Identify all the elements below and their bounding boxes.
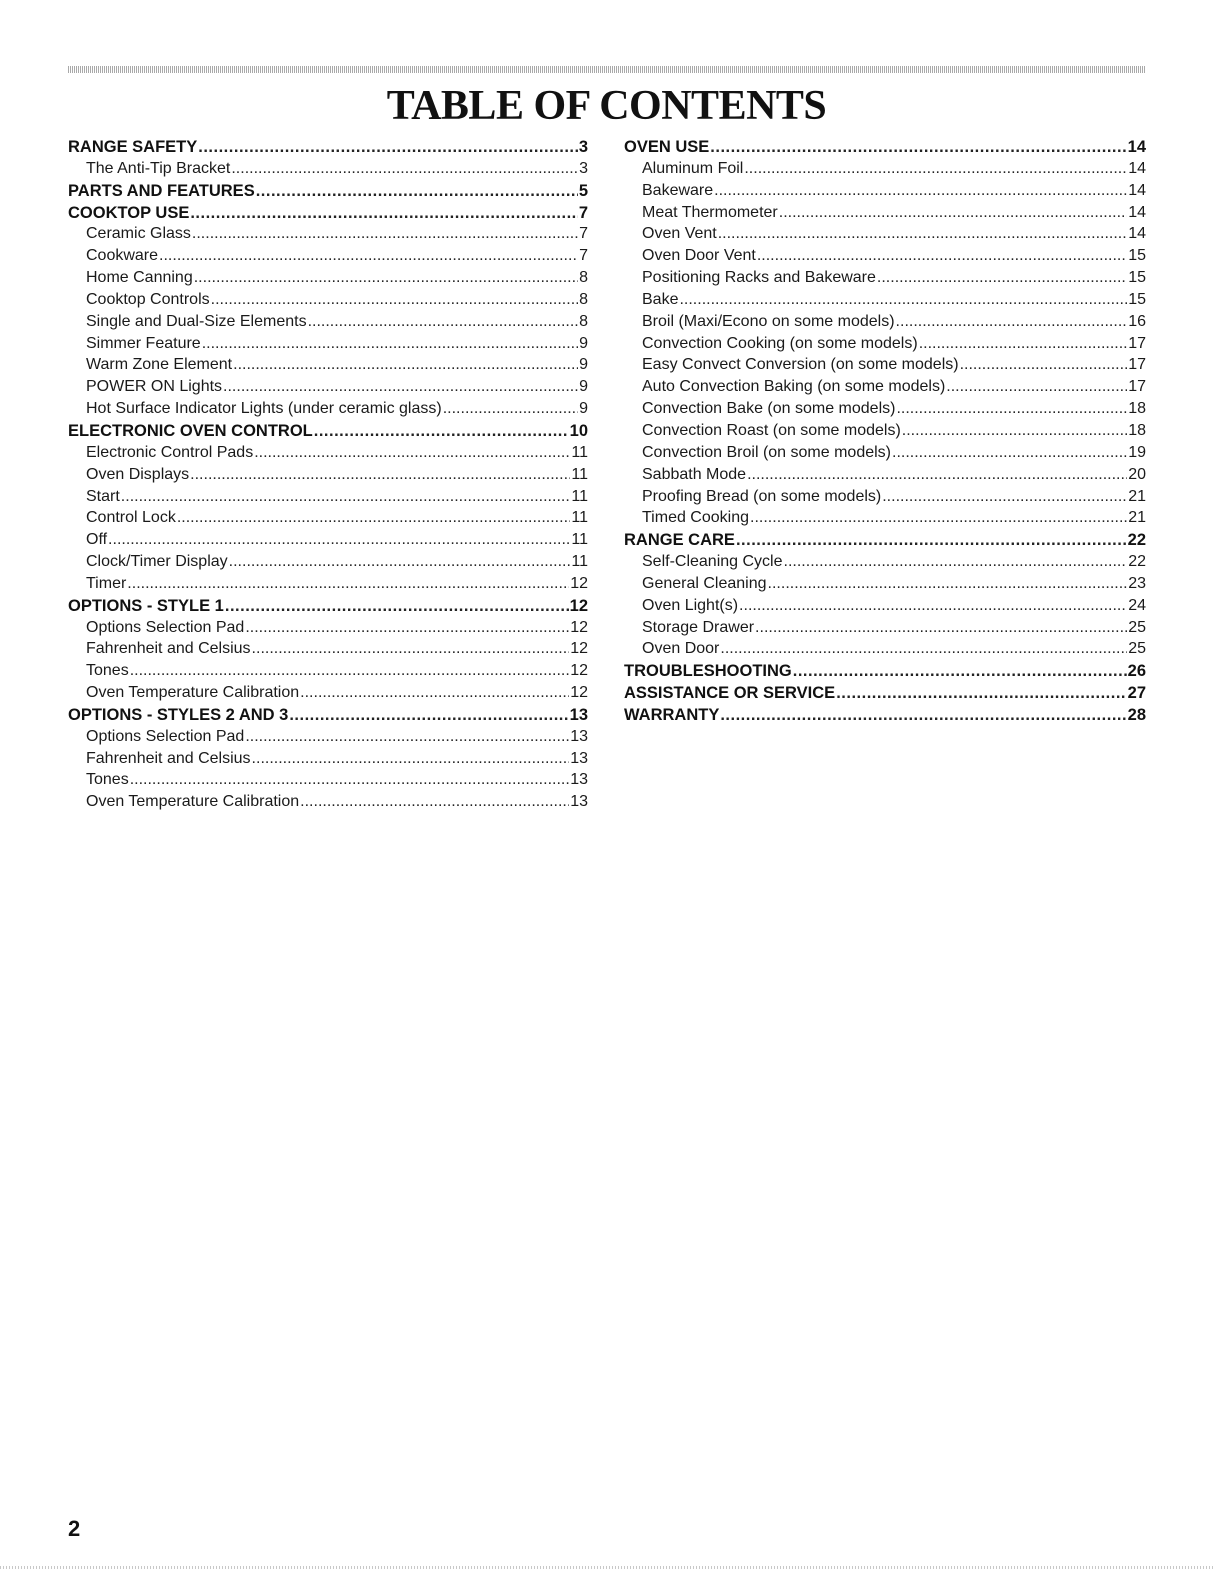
- toc-subsection-entry: [624, 553, 1146, 575]
- toc-entry-label: Control Lock: [86, 509, 176, 527]
- toc-subsection-entry: [68, 575, 588, 597]
- toc-entry-page-number: 13: [570, 727, 588, 745]
- toc-subsection-entry: [624, 488, 1146, 510]
- toc-entry-label: Clock/Timer Display: [86, 553, 228, 571]
- toc-subsection-entry: [68, 225, 588, 247]
- toc-entry-page-number: 14: [1127, 138, 1146, 156]
- toc-entry-page-number: 17: [1128, 378, 1146, 396]
- toc-section-entry: [624, 531, 1146, 553]
- toc-entry-page-number: 11: [571, 509, 588, 527]
- toc-subsection-entry: [624, 509, 1146, 531]
- toc-subsection-entry: [624, 422, 1146, 444]
- toc-entry-label: Options Selection Pad: [86, 727, 245, 745]
- dot-leader: [747, 466, 1127, 484]
- toc-entry-label: Self-Cleaning Cycle: [642, 553, 783, 571]
- dot-leader: [130, 662, 570, 680]
- dot-leader: [233, 356, 578, 374]
- toc-entry-page-number: 15: [1128, 269, 1146, 287]
- toc-subsection-entry: [624, 597, 1146, 619]
- dot-leader: [202, 335, 578, 353]
- dot-leader: [245, 728, 569, 746]
- toc-entry-page-number: 12: [570, 618, 588, 636]
- toc-entry-label: OVEN USE: [624, 138, 710, 156]
- toc-entry-page-number: 12: [570, 684, 588, 702]
- toc-entry-page-number: 22: [1127, 531, 1146, 550]
- toc-entry-page-number: 8: [579, 290, 588, 308]
- dot-leader: [720, 640, 1127, 658]
- toc-section-entry: [624, 706, 1146, 728]
- dot-leader: [211, 291, 578, 309]
- toc-subsection-entry: [68, 313, 588, 335]
- toc-entry-page-number: 7: [578, 203, 588, 222]
- toc-entry-label: POWER ON Lights: [86, 378, 223, 396]
- toc-entry-label: Tones: [86, 662, 129, 680]
- toc-entry-label: Auto Convection Baking (on some models): [642, 378, 946, 396]
- dot-leader: [718, 225, 1127, 243]
- toc-subsection-entry: [624, 356, 1146, 378]
- toc-subsection-entry: [68, 728, 588, 750]
- dot-leader: [223, 378, 578, 396]
- dot-leader: [252, 750, 570, 768]
- dot-leader: [308, 313, 579, 331]
- toc-entry-label: OPTIONS - STYLE 1: [68, 596, 224, 615]
- toc-entry-label: Off: [86, 531, 108, 549]
- toc-subsection-entry: [624, 160, 1146, 182]
- toc-entry-label: Oven Door Vent: [642, 247, 756, 265]
- dot-leader: [714, 182, 1127, 200]
- toc-entry-label: Broil (Maxi/Econo on some models): [642, 312, 895, 330]
- toc-subsection-entry: [624, 182, 1146, 204]
- toc-entry-page-number: 3: [579, 159, 588, 177]
- dot-leader: [768, 575, 1128, 593]
- toc-entry-page-number: 14: [1128, 225, 1146, 243]
- dot-leader: [289, 706, 568, 725]
- toc-entry-label: Single and Dual-Size Elements: [86, 312, 307, 330]
- toc-entry-label: ELECTRONIC OVEN CONTROL: [68, 421, 313, 440]
- toc-subsection-entry: [68, 291, 588, 313]
- dot-leader: [190, 204, 577, 223]
- dot-leader: [159, 247, 578, 265]
- toc-section-entry: [68, 706, 588, 728]
- dot-leader: [300, 793, 569, 811]
- toc-entry-page-number: 28: [1127, 705, 1146, 724]
- toc-entry-page-number: 13: [570, 771, 588, 789]
- toc-entry-page-number: 21: [1128, 487, 1146, 505]
- bottom-decorative-rule: [0, 1566, 1213, 1569]
- toc-entry-label: The Anti-Tip Bracket: [86, 159, 231, 177]
- toc-section-entry: [624, 662, 1146, 684]
- toc-entry-page-number: 23: [1128, 574, 1146, 592]
- toc-left-column: [68, 138, 588, 815]
- toc-entry-label: Start: [86, 487, 120, 505]
- toc-subsection-entry: [624, 291, 1146, 313]
- toc-entry-page-number: 12: [569, 596, 588, 615]
- dot-leader: [919, 335, 1128, 353]
- toc-entry-label: Sabbath Mode: [642, 465, 747, 483]
- toc-entry-page-number: 11: [571, 553, 588, 571]
- toc-entry-label: Bake: [642, 290, 679, 308]
- toc-entry-label: RANGE SAFETY: [68, 138, 198, 156]
- toc-subsection-entry: [68, 750, 588, 772]
- toc-entry-page-number: 13: [570, 793, 588, 811]
- dot-leader: [744, 160, 1127, 178]
- toc-subsection-entry: [68, 466, 588, 488]
- dot-leader: [710, 138, 1126, 157]
- toc-entry-page-number: 26: [1127, 662, 1146, 681]
- toc-subsection-entry: [68, 269, 588, 291]
- toc-entry-label: General Cleaning: [642, 574, 767, 592]
- toc-subsection-entry: [68, 400, 588, 422]
- toc-entry-label: RANGE CARE: [624, 531, 735, 550]
- toc-entry-label: Oven Displays: [86, 465, 190, 483]
- toc-entry-label: Cooktop Controls: [86, 290, 210, 308]
- dot-leader: [739, 597, 1127, 615]
- toc-entry-page-number: 17: [1128, 356, 1146, 374]
- dot-leader: [960, 356, 1128, 374]
- toc-entry-page-number: 14: [1128, 159, 1146, 177]
- toc-entry-page-number: 12: [570, 662, 588, 680]
- toc-entry-label: Timer: [86, 574, 127, 592]
- dot-leader: [755, 619, 1127, 637]
- toc-subsection-entry: [624, 619, 1146, 641]
- toc-entry-page-number: 8: [579, 312, 588, 330]
- dot-leader: [750, 509, 1127, 527]
- toc-subsection-entry: [624, 313, 1146, 335]
- toc-entry-label: Storage Drawer: [642, 618, 755, 636]
- toc-entry-label: WARRANTY: [624, 705, 720, 724]
- toc-subsection-entry: [68, 531, 588, 553]
- toc-entry-label: Warm Zone Element: [86, 356, 233, 374]
- dot-leader: [300, 684, 569, 702]
- dot-leader: [443, 400, 578, 418]
- dot-leader: [190, 466, 570, 484]
- toc-entry-page-number: 12: [570, 640, 588, 658]
- toc-subsection-entry: [624, 444, 1146, 466]
- dot-leader: [793, 662, 1127, 681]
- toc-subsection-entry: [68, 378, 588, 400]
- toc-entry-page-number: 11: [571, 465, 588, 483]
- dot-leader: [784, 553, 1128, 571]
- toc-subsection-entry: [624, 269, 1146, 291]
- toc-entry-page-number: 25: [1128, 618, 1146, 636]
- toc-entry-page-number: 27: [1127, 684, 1146, 703]
- toc-entry-page-number: 22: [1128, 553, 1146, 571]
- dot-leader: [902, 422, 1127, 440]
- dot-leader: [254, 444, 570, 462]
- dot-leader: [229, 553, 571, 571]
- toc-subsection-entry: [624, 400, 1146, 422]
- toc-entry-page-number: 24: [1128, 596, 1146, 614]
- dot-leader: [896, 313, 1128, 331]
- toc-entry-label: Timed Cooking: [642, 509, 750, 527]
- toc-entry-page-number: 20: [1128, 465, 1146, 483]
- toc-section-entry: [68, 182, 588, 204]
- toc-entry-label: Oven Light(s): [642, 596, 739, 614]
- toc-entry-label: Convection Broil (on some models): [642, 443, 891, 461]
- toc-entry-page-number: 9: [579, 400, 588, 418]
- dot-leader: [198, 138, 578, 157]
- toc-entry-page-number: 15: [1128, 247, 1146, 265]
- toc-entry-label: Convection Roast (on some models): [642, 421, 901, 439]
- toc-entry-label: Oven Vent: [642, 225, 717, 243]
- toc-subsection-entry: [624, 335, 1146, 357]
- toc-entry-page-number: 11: [571, 443, 588, 461]
- toc-subsection-entry: [68, 488, 588, 510]
- toc-entry-page-number: 13: [570, 749, 588, 767]
- toc-entry-page-number: 15: [1128, 290, 1146, 308]
- toc-section-entry: [68, 597, 588, 619]
- toc-entry-label: Oven Door: [642, 640, 720, 658]
- toc-entry-page-number: 10: [569, 421, 588, 440]
- toc-subsection-entry: [624, 640, 1146, 662]
- page-number: 2: [68, 1516, 81, 1541]
- toc-entry-label: Cookware: [86, 247, 159, 265]
- toc-entry-label: ASSISTANCE OR SERVICE: [624, 684, 836, 703]
- toc-subsection-entry: [624, 204, 1146, 226]
- toc-subsection-entry: [68, 356, 588, 378]
- toc-entry-page-number: 9: [579, 356, 588, 374]
- toc-entry-page-number: 16: [1128, 312, 1146, 330]
- toc-entry-page-number: 8: [579, 269, 588, 287]
- toc-entry-label: COOKTOP USE: [68, 203, 190, 222]
- toc-entry-label: Meat Thermometer: [642, 203, 778, 221]
- dot-leader: [252, 640, 570, 658]
- dot-leader: [877, 269, 1127, 287]
- toc-entry-page-number: 11: [571, 531, 588, 549]
- toc-subsection-entry: [68, 509, 588, 531]
- toc-entry-page-number: 17: [1128, 334, 1146, 352]
- toc-entry-label: Convection Cooking (on some models): [642, 334, 918, 352]
- dot-leader: [892, 444, 1127, 462]
- dot-leader: [108, 531, 570, 549]
- toc-section-entry: [68, 138, 588, 160]
- dot-leader: [225, 597, 569, 616]
- dot-leader: [836, 684, 1126, 703]
- toc-entry-label: Home Canning: [86, 269, 193, 287]
- toc-subsection-entry: [624, 247, 1146, 269]
- toc-subsection-entry: [68, 662, 588, 684]
- toc-entry-label: Oven Temperature Calibration: [86, 793, 300, 811]
- toc-entry-label: Ceramic Glass: [86, 225, 191, 243]
- toc-entry-label: TROUBLESHOOTING: [624, 662, 792, 681]
- page-title: TABLE OF CONTENTS: [386, 83, 827, 129]
- toc-entry-page-number: 18: [1128, 421, 1146, 439]
- toc-section-entry: [624, 684, 1146, 706]
- toc-entry-label: Electronic Control Pads: [86, 443, 254, 461]
- toc-subsection-entry: [68, 771, 588, 793]
- toc-entry-page-number: 11: [571, 487, 588, 505]
- dot-leader: [192, 225, 578, 243]
- toc-entry-label: Fahrenheit and Celsius: [86, 749, 251, 767]
- toc-section-entry: [68, 204, 588, 226]
- toc-entry-page-number: 13: [569, 705, 588, 724]
- dot-leader: [121, 488, 571, 506]
- toc-entry-label: Proofing Bread (on some models): [642, 487, 882, 505]
- dot-leader: [256, 182, 578, 201]
- dot-leader: [736, 531, 1127, 550]
- dot-leader: [194, 269, 578, 287]
- toc-subsection-entry: [624, 225, 1146, 247]
- dot-leader: [720, 706, 1126, 725]
- toc-entry-page-number: 12: [570, 574, 588, 592]
- toc-subsection-entry: [68, 793, 588, 815]
- toc-entry-label: Simmer Feature: [86, 334, 201, 352]
- toc-subsection-entry: [68, 640, 588, 662]
- toc-subsection-entry: [68, 247, 588, 269]
- toc-entry-page-number: 18: [1128, 400, 1146, 418]
- dot-leader: [882, 488, 1127, 506]
- toc-subsection-entry: [68, 160, 588, 182]
- toc-entry-label: Aluminum Foil: [642, 159, 744, 177]
- toc-entry-page-number: 25: [1128, 640, 1146, 658]
- dot-leader: [757, 247, 1127, 265]
- toc-entry-page-number: 7: [579, 247, 588, 265]
- dot-leader: [779, 204, 1127, 222]
- toc-entry-page-number: 3: [578, 138, 588, 156]
- toc-subsection-entry: [624, 466, 1146, 488]
- dot-leader: [896, 400, 1127, 418]
- toc-subsection-entry: [68, 335, 588, 357]
- top-decorative-rule: [68, 66, 1146, 73]
- toc-entry-label: Bakeware: [642, 181, 714, 199]
- toc-entry-label: Positioning Racks and Bakeware: [642, 269, 876, 287]
- toc-entry-label: Tones: [86, 771, 129, 789]
- toc-entry-page-number: 9: [579, 378, 588, 396]
- toc-subsection-entry: [68, 444, 588, 466]
- toc-subsection-entry: [624, 575, 1146, 597]
- dot-leader: [127, 575, 569, 593]
- toc-entry-page-number: 21: [1128, 509, 1146, 527]
- toc-entry-label: Options Selection Pad: [86, 618, 245, 636]
- toc-entry-label: PARTS AND FEATURES: [68, 181, 255, 200]
- toc-entry-page-number: 5: [578, 181, 588, 200]
- toc-entry-page-number: 14: [1128, 203, 1146, 221]
- toc-entry-label: Fahrenheit and Celsius: [86, 640, 251, 658]
- toc-subsection-entry: [624, 378, 1146, 400]
- toc-entry-label: OPTIONS - STYLES 2 AND 3: [68, 705, 289, 724]
- toc-entry-label: Hot Surface Indicator Lights (under ceramic glass): [86, 400, 442, 418]
- toc-section-entry: [624, 138, 1146, 160]
- toc-entry-page-number: 9: [579, 334, 588, 352]
- toc-entry-page-number: 14: [1128, 181, 1146, 199]
- dot-leader: [177, 509, 571, 527]
- toc-section-entry: [68, 422, 588, 444]
- toc-entry-page-number: 7: [579, 225, 588, 243]
- toc-entry-page-number: 19: [1128, 443, 1146, 461]
- dot-leader: [314, 422, 569, 441]
- toc-right-column: [624, 138, 1146, 728]
- dot-leader: [679, 291, 1127, 309]
- dot-leader: [130, 771, 570, 789]
- dot-leader: [245, 619, 569, 637]
- dot-leader: [946, 378, 1127, 396]
- toc-subsection-entry: [68, 619, 588, 641]
- toc-entry-label: Oven Temperature Calibration: [86, 684, 300, 702]
- toc-subsection-entry: [68, 684, 588, 706]
- toc-entry-label: Convection Bake (on some models): [642, 400, 896, 418]
- toc-entry-label: Easy Convect Conversion (on some models): [642, 356, 959, 374]
- toc-subsection-entry: [68, 553, 588, 575]
- dot-leader: [231, 160, 578, 178]
